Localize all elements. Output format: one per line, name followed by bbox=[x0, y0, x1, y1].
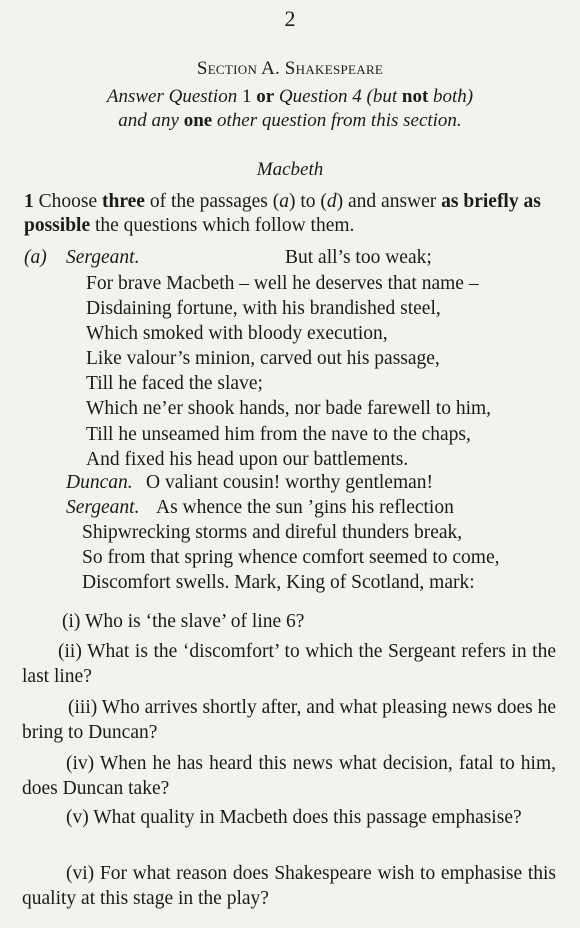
speaker-duncan: Duncan. bbox=[66, 472, 133, 493]
instr-text: Question 4 ( bbox=[274, 86, 373, 107]
instr-one: one bbox=[183, 110, 213, 131]
page-number: 2 bbox=[284, 6, 296, 31]
subquestion-v bbox=[22, 806, 556, 831]
instruction-line-1 bbox=[0, 86, 580, 109]
question-text: of the passages ( bbox=[144, 191, 280, 212]
question-text: ) and answer bbox=[336, 191, 442, 212]
subquestion-number: (ii) bbox=[58, 641, 82, 662]
section-prefix: Section A. bbox=[196, 58, 281, 79]
question-number: 1 bbox=[24, 191, 34, 212]
subquestion-iii bbox=[22, 696, 556, 745]
question-bold: three bbox=[102, 191, 145, 212]
passage-line: And fixed his head upon our battlements. bbox=[86, 449, 409, 470]
passage-line: Disdaining fortune, with his brandished steel, bbox=[86, 298, 441, 319]
question-bold: as briefly as possible bbox=[24, 191, 541, 236]
passage-line: So from that spring whence comfort seemed to come, bbox=[82, 547, 500, 568]
passage-line: Which ne’er shook hands, nor bade farewell to him, bbox=[86, 398, 492, 419]
section-name: Shakespeare bbox=[284, 58, 384, 79]
question-text: ) to ( bbox=[289, 191, 327, 212]
play-title: Macbeth bbox=[256, 159, 324, 180]
instr-not: not bbox=[397, 86, 434, 107]
speaker-sergeant: Sergeant. bbox=[66, 497, 140, 518]
speaker-sergeant: Sergeant. bbox=[66, 247, 140, 268]
instr-text: but bbox=[372, 86, 398, 107]
subquestion-text: Who is ‘the slave’ of line 6? bbox=[84, 611, 305, 632]
passage-line: But all’s too weak; bbox=[285, 247, 432, 268]
subquestion-i bbox=[22, 610, 556, 635]
instr-text: and any bbox=[118, 110, 184, 131]
instr-text: both) bbox=[433, 86, 474, 107]
subquestion-number: (v) bbox=[66, 807, 89, 828]
subquestion-text: What is the ‘discomfort’ to which the Sergeant refers in the last line? bbox=[22, 641, 556, 687]
instruction-line-2 bbox=[0, 110, 580, 133]
instr-text: other question from this section. bbox=[212, 110, 462, 131]
subquestion-vi bbox=[22, 862, 556, 911]
subquestion-ii bbox=[22, 640, 556, 689]
subquestion-number: (vi) bbox=[66, 863, 95, 884]
passage-line: Till he faced the slave; bbox=[86, 373, 263, 394]
subquestion-text: Who arrives shortly after, and what pleasing news does he bring to Duncan? bbox=[22, 697, 556, 743]
subquestion-number: (i) bbox=[62, 611, 81, 632]
passage-line: Like valour’s minion, carved out his passage, bbox=[86, 348, 440, 369]
passage-line: Shipwrecking storms and direful thunders break, bbox=[82, 522, 463, 543]
question-text: the questions which follow them. bbox=[90, 214, 355, 236]
passage-line: As whence the sun ’gins his reflection bbox=[156, 497, 454, 518]
instr-text: Answer Question bbox=[106, 86, 238, 107]
passage-line: Discomfort swells. Mark, King of Scotland, mark: bbox=[82, 572, 475, 593]
subquestion-number: (iii) bbox=[68, 697, 98, 718]
section-heading bbox=[0, 58, 580, 81]
passage-line: Which smoked with bloody execution, bbox=[86, 323, 388, 344]
question-text: Choose bbox=[33, 191, 102, 212]
instr-or: or bbox=[256, 86, 275, 107]
passage-label: (a) bbox=[24, 247, 47, 268]
subquestion-text: When he has heard this news what decision, fatal to him, does Duncan take? bbox=[22, 753, 556, 799]
question-1 bbox=[24, 190, 560, 238]
passage-line: For brave Macbeth – well he deserves that name – bbox=[86, 273, 479, 294]
subquestion-text: For what reason does Shakespeare wish to emphasise this quality at this stage in the play? bbox=[22, 863, 557, 909]
question-italic: d bbox=[326, 191, 337, 212]
subquestion-iv bbox=[22, 752, 556, 801]
passage-line: O valiant cousin! worthy gentleman! bbox=[146, 472, 434, 493]
instr-number: 1 bbox=[237, 86, 257, 107]
subquestion-text: What quality in Macbeth does this passage emphasise? bbox=[93, 807, 522, 828]
subquestion-number: (iv) bbox=[66, 753, 95, 774]
question-italic: a bbox=[279, 191, 289, 212]
passage-line: Till he unseamed him from the nave to the chaps, bbox=[86, 424, 471, 445]
